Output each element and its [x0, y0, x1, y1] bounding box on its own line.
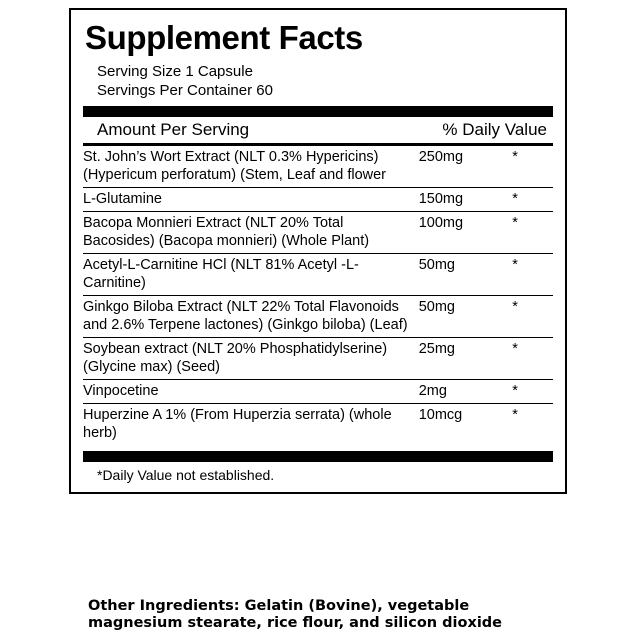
- nutrient-amount: 250mg: [418, 149, 464, 165]
- nutrient-name: Bacopa Monnieri Extract (NLT 20% Total Bacosides) (Bacopa monnieri) (Whole Plant): [83, 212, 419, 254]
- supplement-facts-panel: [69, 8, 567, 494]
- table-row: [83, 254, 553, 296]
- nutrient-amount: 100mg: [419, 212, 513, 254]
- nutrient-daily-value: *: [512, 380, 553, 404]
- header-amount-per-serving: Amount Per Serving: [97, 120, 250, 139]
- nutrient-amount: 10mcg: [419, 404, 513, 446]
- daily-value-footnote: *Daily Value not established.: [97, 467, 275, 483]
- nutrient-amount: 25mg: [419, 338, 513, 380]
- serving-size-text: Serving Size 1 Capsule: [97, 63, 253, 80]
- table-row: [83, 380, 553, 404]
- nutrient-name: Ginkgo Biloba Extract (NLT 22% Total Flavonoids and 2.6% Terpene lactones) (Ginkgo biloba) (Leaf): [83, 296, 419, 338]
- divider-thick-top: [83, 106, 553, 117]
- nutrient-daily-value: *: [512, 149, 518, 165]
- nutrient-daily-value: *: [512, 188, 553, 212]
- page-title: Supplement Facts: [85, 19, 363, 56]
- servings-per-container-text: Servings Per Container 60: [97, 82, 273, 99]
- nutrient-amount: 50mg: [419, 296, 513, 338]
- header-daily-value: % Daily Value: [442, 120, 547, 139]
- nutrient-daily-value: *: [512, 254, 553, 296]
- nutrient-daily-value: *: [512, 338, 553, 380]
- table-header-row: [83, 117, 553, 143]
- nutrients-table: [83, 146, 553, 445]
- nutrient-amount: 50mg: [419, 254, 513, 296]
- nutrient-name: Vinpocetine: [83, 380, 419, 404]
- nutrient-daily-value: *: [512, 212, 553, 254]
- nutrient-name: Huperzine A 1% (From Huperzia serrata) (whole herb): [83, 404, 419, 446]
- table-row: [83, 212, 553, 254]
- nutrient-amount: 2mg: [419, 380, 513, 404]
- nutrient-name: L-Glutamine: [83, 188, 419, 212]
- nutrient-amount: 150mg: [419, 188, 513, 212]
- nutrient-daily-value: *: [512, 296, 553, 338]
- table-row: [83, 404, 553, 446]
- divider-thick-bottom: [83, 451, 553, 462]
- table-row: [83, 188, 553, 212]
- nutrient-name: Acetyl-L-Carnitine HCl (NLT 81% Acetyl -L-Carnitine): [83, 254, 419, 296]
- table-row: [83, 338, 553, 380]
- nutrient-daily-value: *: [512, 404, 553, 446]
- nutrient-name: St. John’s Wort Extract (NLT 0.3% Hypericins) (Hypericum perforatum) (Stem, Leaf and flower: [83, 149, 386, 183]
- table-row: [83, 296, 553, 338]
- table-row: [83, 146, 553, 188]
- other-ingredients-text: Other Ingredients: Gelatin (Bovine), vegetable magnesium stearate, rice flour, and silicon dioxide: [88, 598, 503, 631]
- nutrient-name: Soybean extract (NLT 20% Phosphatidylserine) (Glycine max) (Seed): [83, 338, 419, 380]
